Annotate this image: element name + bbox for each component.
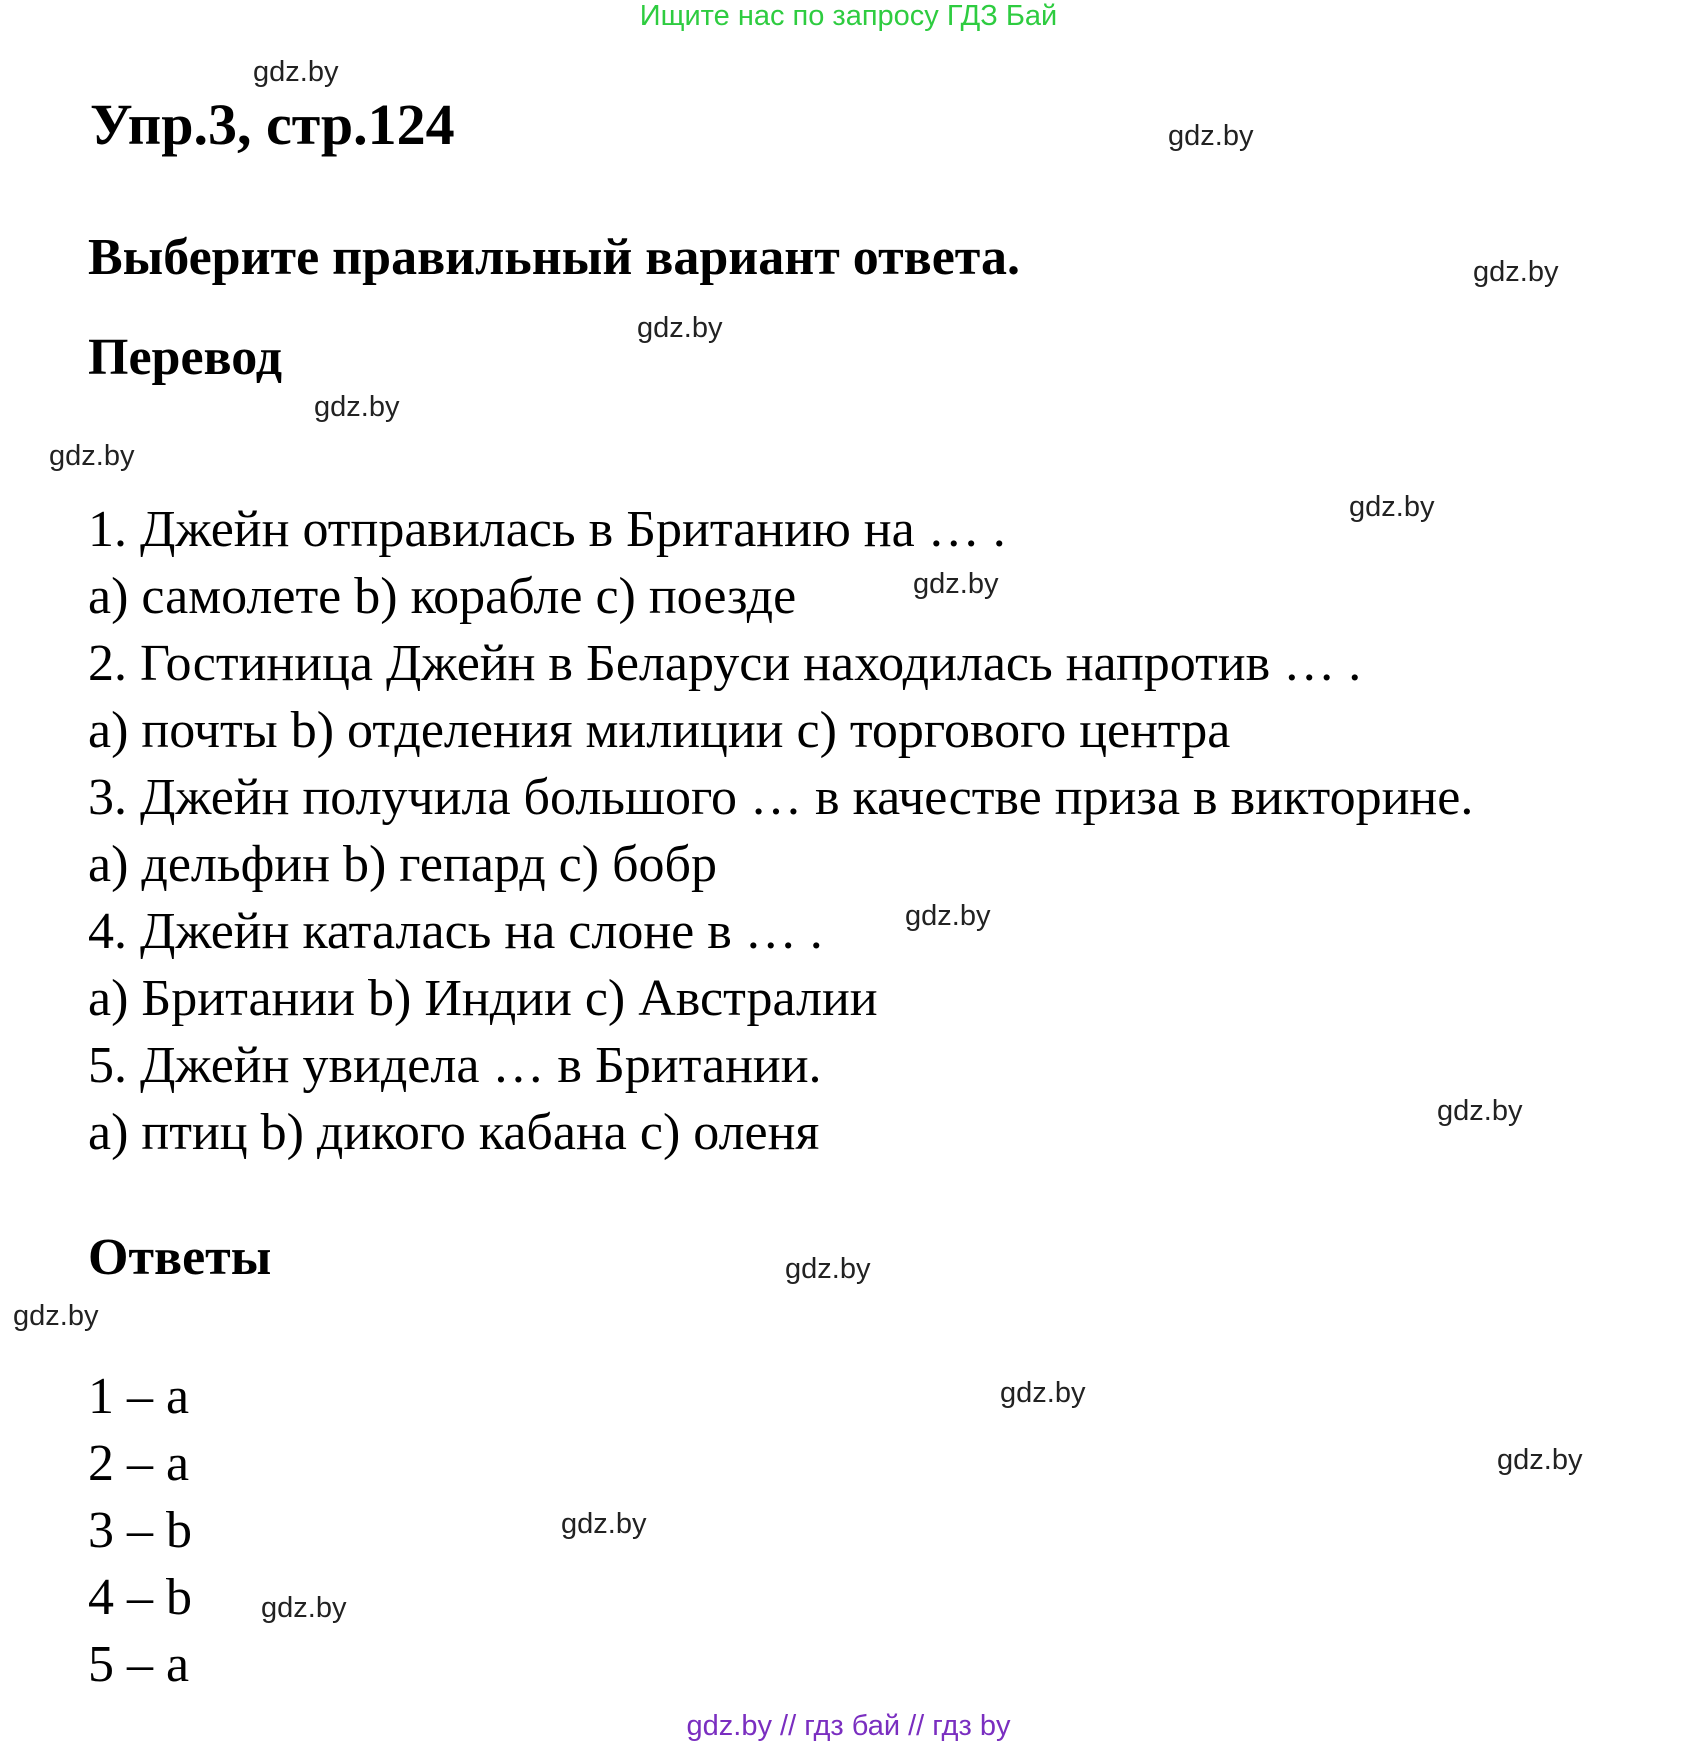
watermark: gdz.by — [1497, 1444, 1583, 1476]
instruction: Выберите правильный вариант ответа. — [88, 229, 1020, 286]
watermark: gdz.by — [1473, 256, 1559, 288]
question-5: 5. Джейн увидела … в Британии. — [88, 1037, 822, 1094]
question-3: 3. Джейн получила большого … в качестве приза в викторине. — [88, 769, 1474, 826]
options-4: a) Британии b) Индии c) Австралии — [88, 970, 878, 1027]
watermark: gdz.by — [1437, 1095, 1523, 1127]
watermark: gdz.by — [785, 1253, 871, 1285]
top-banner: Ищите нас по запросу ГДЗ Бай — [639, 0, 1058, 32]
translation-heading: Перевод — [88, 329, 283, 386]
watermark: gdz.by — [1168, 120, 1254, 152]
watermark: gdz.by — [637, 312, 723, 344]
watermark: gdz.by — [314, 391, 400, 423]
answer-5: 5 – a — [88, 1636, 190, 1693]
watermark: gdz.by — [261, 1592, 347, 1624]
watermark: gdz.by — [49, 440, 135, 472]
question-list — [88, 496, 1473, 1166]
question-2: 2. Гостиница Джейн в Беларуси находилась напротив … . — [88, 635, 1362, 692]
watermark: gdz.by — [561, 1508, 647, 1540]
answer-list — [88, 1363, 192, 1698]
footer-watermark: gdz.by // гдз бай // гдз by — [686, 1710, 1011, 1742]
watermark: gdz.by — [913, 568, 999, 600]
answers-heading: Ответы — [88, 1229, 272, 1286]
options-3: a) дельфин b) гепард c) бобр — [88, 836, 717, 893]
watermark: gdz.by — [253, 56, 339, 88]
options-5: a) птиц b) дикого кабана c) оленя — [88, 1104, 820, 1161]
question-1: 1. Джейн отправилась в Британию на … . — [88, 501, 1006, 558]
answer-3: 3 – b — [88, 1502, 192, 1559]
options-2: a) почты b) отделения милиции c) торгового центра — [88, 702, 1231, 759]
watermark: gdz.by — [905, 900, 991, 932]
question-4: 4. Джейн каталась на слоне в … . — [88, 903, 823, 960]
watermark: gdz.by — [1000, 1377, 1086, 1409]
options-1: a) самолете b) корабле c) поезде — [88, 568, 797, 625]
answer-2: 2 – a — [88, 1435, 190, 1492]
watermark: gdz.by — [13, 1300, 99, 1332]
answer-1: 1 – a — [88, 1368, 190, 1425]
watermark: gdz.by — [1349, 491, 1435, 523]
answer-4: 4 – b — [88, 1569, 192, 1626]
exercise-title: Упр.3, стр.124 — [90, 92, 455, 157]
